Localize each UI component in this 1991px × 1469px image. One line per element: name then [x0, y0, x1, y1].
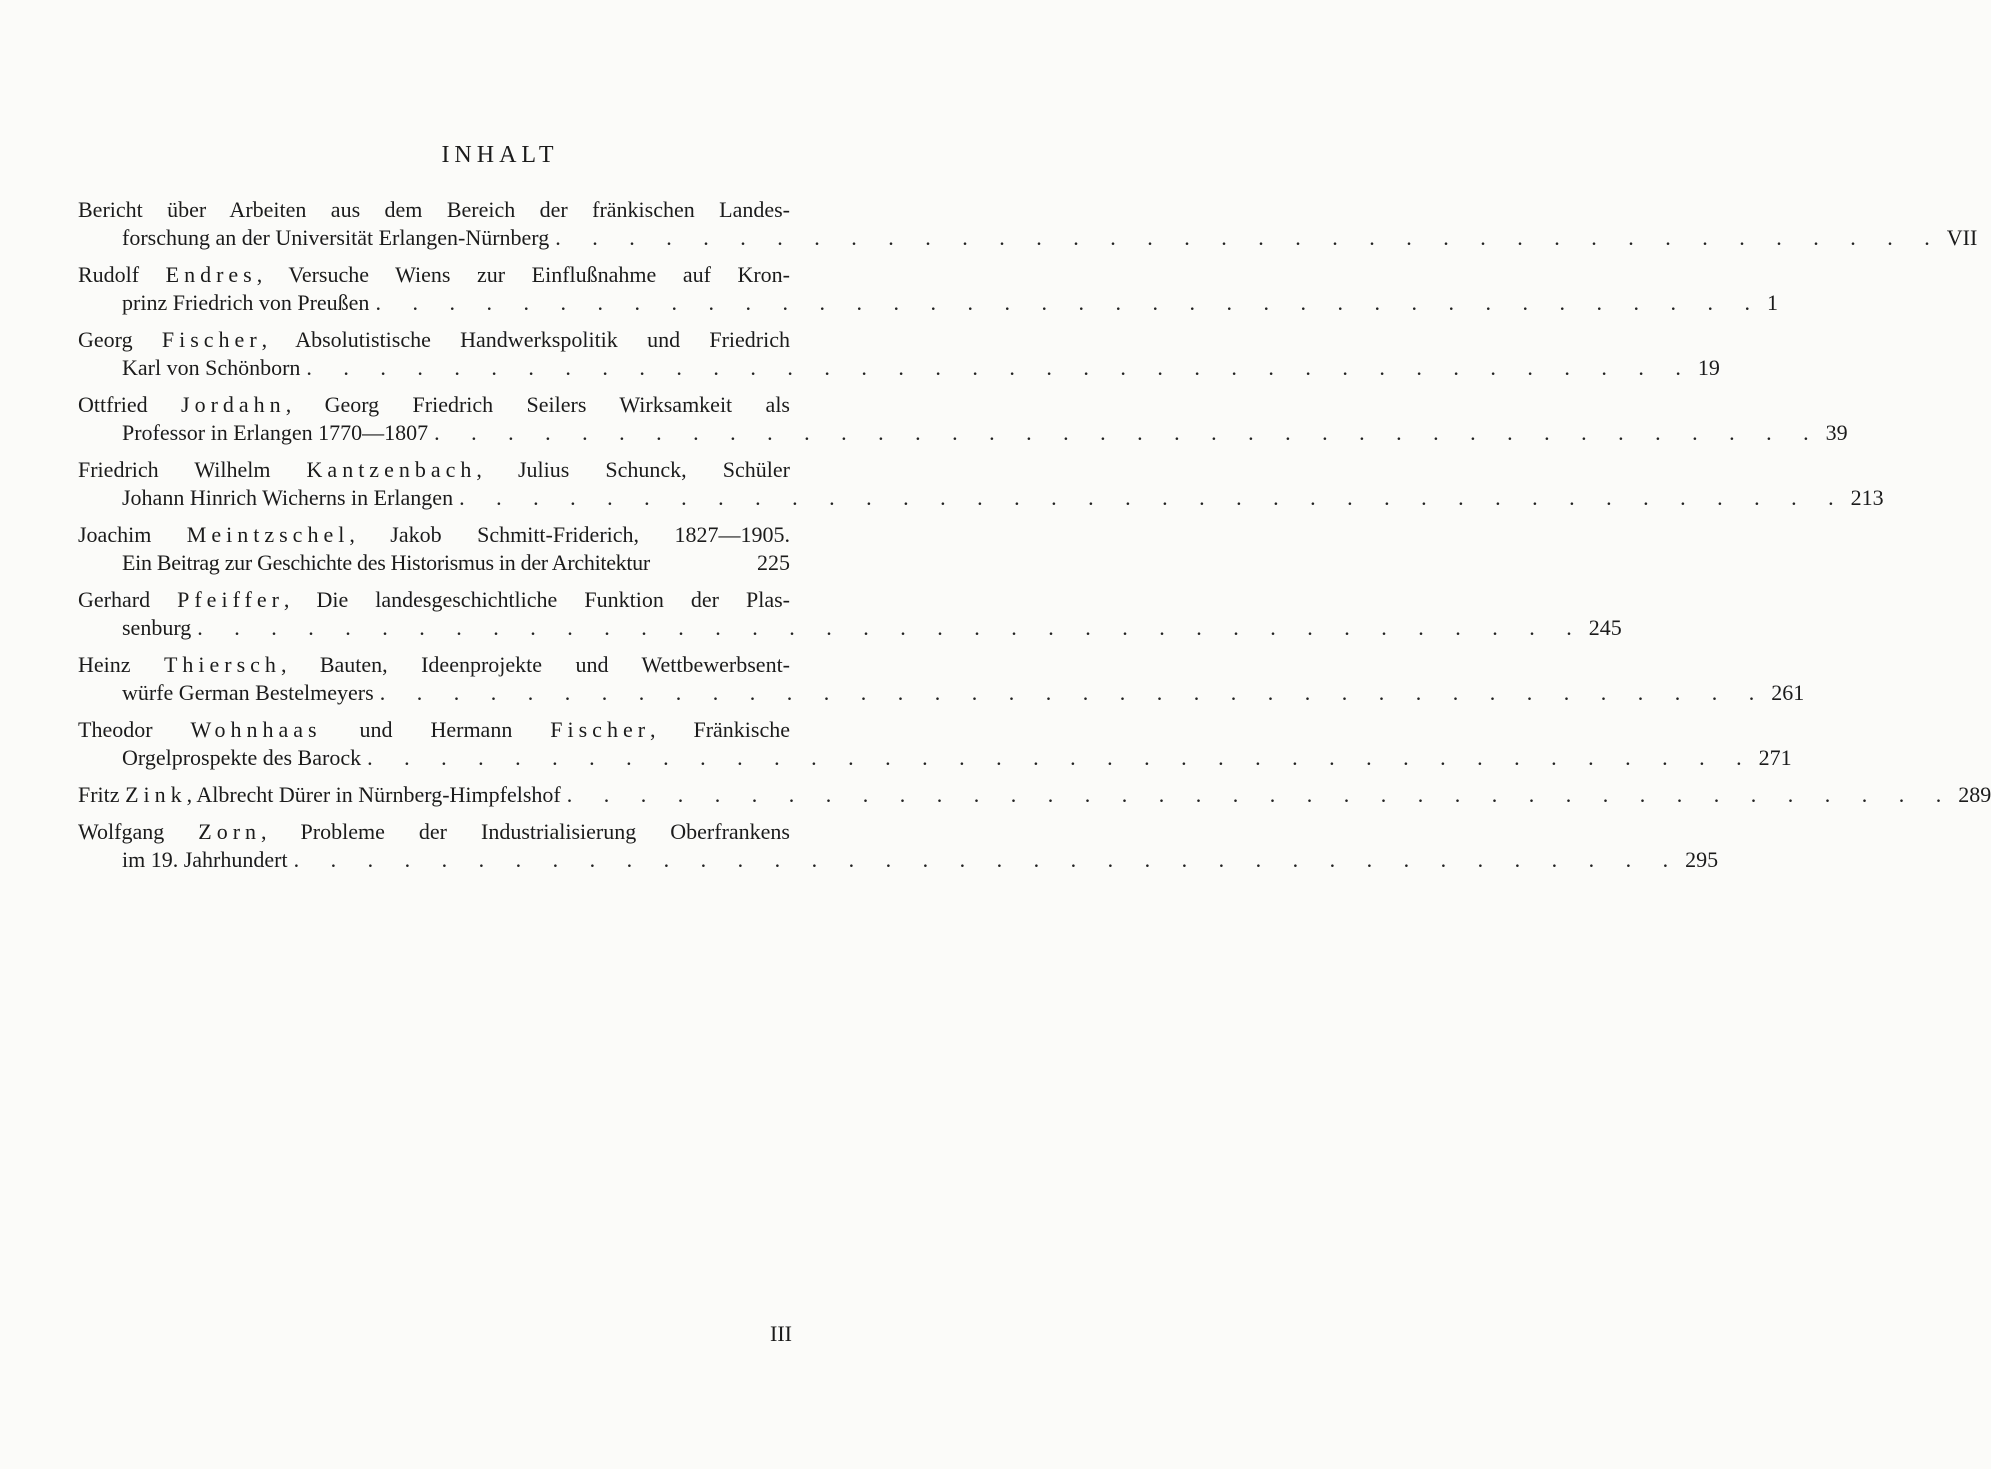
entry-title-line [78, 781, 1991, 809]
entry-title: , Absolutistische Handwerkspolitik und Friedrich [261, 327, 790, 352]
dot-leader: . . . . . . . . . . . . . . . . . . . . . . . . . . . . . . . . . . . . . . [293, 847, 1682, 872]
entry-title-line [78, 586, 790, 614]
entry-title-line [78, 521, 790, 549]
entry-page-number: 225 [757, 550, 790, 575]
entry-title-text: , Albrecht Dürer in Nürnberg-Himpfelshof [186, 782, 561, 807]
entry-page-number: 213 [1850, 485, 1884, 510]
entry-page-number: 295 [1685, 847, 1719, 872]
entry-continuation-line [78, 846, 1719, 874]
toc-entry [78, 818, 1719, 874]
entry-page-number: 289 [1958, 782, 1991, 807]
dot-leader: . . . . . . . . . . . . . . . . . . . . . . . . . . . . . . . . . . . . . . [566, 782, 1955, 807]
entry-title-continuation: würfe German Bestelmeyers [122, 680, 374, 705]
author-first-name: Rudolf [78, 262, 166, 287]
author-first-name: Theodor [78, 717, 191, 742]
author-conjunction: und Hermann [321, 717, 551, 742]
entry-page-number: 19 [1697, 355, 1720, 380]
author-first-name: Gerhard [78, 587, 178, 612]
entry-page-number: 271 [1758, 745, 1792, 770]
entry-title-line: Bericht über Arbeiten aus dem Bereich der fränkischen Landes- [78, 197, 790, 222]
table-of-contents [78, 196, 1991, 883]
entry-title: , Georg Friedrich Seilers Wirksamkeit als [285, 392, 790, 417]
entry-title-continuation: im 19. Jahrhundert [122, 847, 288, 872]
author-surname: Endres [165, 262, 257, 287]
author-surname: Wohnhaas [190, 717, 322, 742]
author-first-name: Georg [78, 327, 162, 352]
entry-page-number: VII [1946, 225, 1978, 250]
entry-title-continuation: prinz Friedrich von Preußen [122, 290, 370, 315]
toc-entry [78, 261, 1778, 317]
author-surname: Pfeiffer [177, 587, 284, 612]
author-surname-second: Fischer [550, 717, 651, 742]
entry-title-line [78, 716, 790, 744]
entry-title: , Julius Schunck, Schüler [476, 457, 790, 482]
toc-entry [78, 651, 1805, 707]
entry-continuation-line [78, 549, 790, 577]
author-first-name: Wolfgang [78, 819, 199, 844]
page-title: INHALT [441, 142, 559, 168]
author-first-name: Heinz [78, 652, 164, 677]
entry-title: , Bauten, Ideenprojekte und Wettbewerbsent- [280, 652, 791, 677]
entry-continuation-line [78, 289, 1778, 317]
entry-continuation-line [78, 354, 1720, 382]
toc-entry [78, 586, 1622, 642]
entry-page-number: 261 [1771, 680, 1805, 705]
entry-title-line [78, 326, 790, 354]
entry-page-number: 245 [1588, 615, 1622, 640]
entry-title: , Die landesgeschichtliche Funktion der Plas- [283, 587, 790, 612]
entry-title-line [78, 261, 790, 289]
dot-leader: . . . . . . . . . . . . . . . . . . . . . . . . . . . . . . . . . . . . . . [375, 290, 1763, 315]
dot-leader: . . . . . . . . . . . . . . . . . . . . . . . . . . . . . . . . . . . . . . [197, 615, 1585, 640]
author-first-name: Joachim [78, 522, 187, 547]
entry-title-continuation: Professor in Erlangen 1770—1807 [122, 420, 429, 445]
toc-entry [78, 521, 790, 577]
entry-title: , Probleme der Industrialisierung Oberfrankens [261, 819, 790, 844]
author-surname: Meintzschel [186, 522, 350, 547]
entry-title-continuation: senburg [122, 615, 192, 640]
toc-entry [78, 781, 1991, 809]
author-surname: Jordahn [181, 392, 286, 417]
entry-continuation-line [78, 614, 1622, 642]
toc-entry [78, 391, 1848, 447]
entry-title-continuation: Orgelprospekte des Barock [122, 745, 362, 770]
entry-continuation-line [78, 419, 1848, 447]
toc-entry [78, 716, 1792, 772]
dot-leader: . . . . . . . . . . . . . . . . . . . . . . . . . . . . . . . . . . . . . . [459, 485, 1847, 510]
entry-title-line [78, 456, 790, 484]
entry-title-continuation: Johann Hinrich Wicherns in Erlangen [122, 485, 454, 510]
dot-leader: . . . . . . . . . . . . . . . . . . . . . . . . . . . . . . . . . . . . . . [306, 355, 1694, 380]
entry-continuation-line [78, 679, 1805, 707]
dot-leader: . . . . . . . . . . . . . . . . . . . . . . . . . . . . . . . . . . . . . . [434, 420, 1822, 445]
author-surname: Thiersch [163, 652, 281, 677]
entry-title: , Fränkische [650, 717, 791, 742]
dot-leader: . . . . . . . . . . . . . . . . . . . . . . . . . . . . . . . . . . . . . . [367, 745, 1755, 770]
folio-page-number: III [770, 1321, 792, 1346]
entry-continuation-line [78, 224, 1978, 252]
toc-entry [78, 326, 1720, 382]
dot-leader: . . . . . . . . . . . . . . . . . . . . . . . . . . . . . . . . . . . . . . [555, 225, 1943, 250]
entry-title: , Versuche Wiens zur Einflußnahme auf Kron- [256, 262, 790, 287]
author-surname: Fischer [161, 327, 262, 352]
author-first-name: Ottfried [78, 392, 182, 417]
entry-title-continuation: forschung an der Universität Erlangen-Nürnberg [122, 225, 550, 250]
dot-leader: . . . . . . . . . . . . . . . . . . . . . . . . . . . . . . . . . . . . . . [379, 680, 1768, 705]
entry-page-number: 39 [1825, 420, 1848, 445]
author-first-name: Fritz [78, 782, 126, 807]
author-surname: Zink [125, 782, 187, 807]
entry-title-line [78, 651, 790, 679]
author-surname: Kantzenbach [306, 457, 477, 482]
author-first-name: Friedrich Wilhelm [78, 457, 307, 482]
entry-title: , Jakob Schmitt-Friderich, 1827—1905. [349, 522, 790, 547]
entry-continuation-line [78, 744, 1792, 772]
toc-entry [78, 456, 1884, 512]
entry-title-line [78, 818, 790, 846]
entry-page-number: 1 [1766, 290, 1778, 315]
entry-title-continuation: Ein Beitrag zur Geschichte des Historismus in der Architektur [122, 550, 650, 575]
entry-title-continuation: Karl von Schönborn [122, 355, 301, 380]
entry-title [78, 781, 561, 809]
author-surname: Zorn [198, 819, 262, 844]
toc-entry [78, 196, 1978, 252]
entry-continuation-line [78, 484, 1884, 512]
entry-title-line [78, 391, 790, 419]
